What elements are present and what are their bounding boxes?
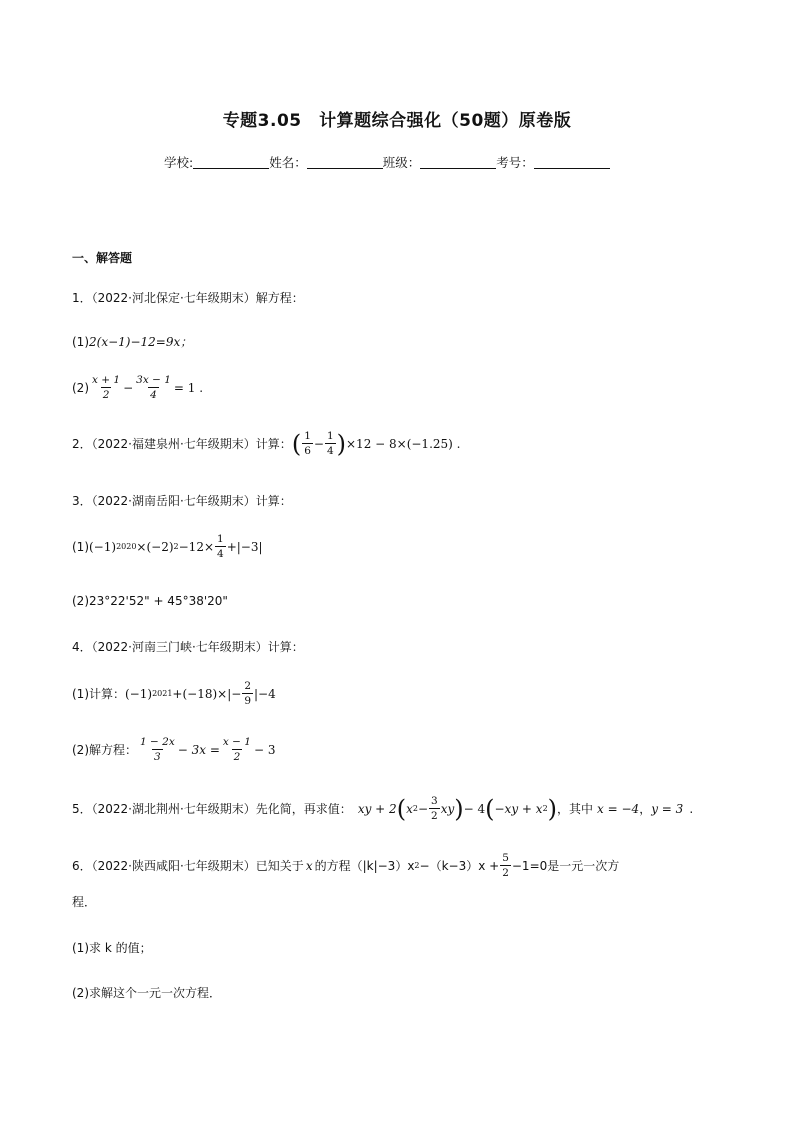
name-label: 姓名：	[269, 155, 307, 170]
numerator: 3x − 1	[136, 374, 171, 386]
numerator: 1	[304, 430, 311, 442]
question-6-stem: 6．（2022·陕西咸阳·七年级期末）已知关于	[72, 859, 304, 873]
numerator: 3	[431, 795, 438, 807]
denominator: 2	[431, 810, 438, 822]
numerator: 1	[326, 430, 334, 442]
question-6-part-2: (2)求解这个一元一次方程．	[72, 986, 221, 1000]
operator: −	[417, 801, 428, 816]
expr-term: − 3	[253, 742, 276, 757]
numerator: 2	[244, 680, 252, 692]
question-5-stem: 5．（2022·湖北荆州·七年级期末）先化简，再求值：	[72, 802, 352, 816]
question-1-part-1	[72, 333, 192, 350]
expr-term: −12×	[178, 539, 215, 554]
fraction	[500, 852, 511, 879]
period: .	[689, 801, 694, 816]
question-1-stem: 1．（2022·河北保定·七年级期末）解方程：	[72, 291, 304, 305]
info-fields-line	[164, 153, 610, 171]
denominator: 9	[244, 695, 252, 707]
section-heading: 一、解答题	[72, 251, 133, 265]
condition-text: ，其中	[557, 802, 594, 816]
numerator: 5	[502, 852, 509, 864]
x-value: x = −4	[597, 801, 640, 816]
denominator: 2	[233, 751, 241, 763]
class-blank[interactable]	[420, 156, 496, 169]
question-4-stem: 4．（2022·河南三门峡·七年级期末）计算：	[72, 640, 304, 654]
question-3-part-1	[72, 533, 263, 560]
right-paren: )	[547, 794, 558, 823]
expression-rest: ×12 − 8×(−1.25) .	[346, 436, 461, 451]
y-value: y = 3	[651, 801, 684, 816]
fraction	[215, 533, 226, 560]
fraction	[429, 795, 440, 822]
name-blank[interactable]	[307, 156, 383, 169]
expr-term: |−4	[254, 686, 276, 701]
question-5	[72, 795, 693, 822]
left-paren: (	[485, 794, 495, 823]
question-6-line-1	[72, 852, 619, 879]
part-label: (1)计算：	[72, 687, 125, 701]
exponent: 2020	[116, 542, 137, 551]
expr-term: − 3x =	[177, 742, 220, 757]
left-paren: (	[396, 794, 407, 823]
operator: −	[313, 436, 324, 451]
numerator: x − 1	[222, 736, 251, 748]
denominator: 4	[150, 389, 157, 401]
exam-number-blank[interactable]	[534, 156, 610, 169]
equation: 2(x−1)−12=9x；	[89, 335, 193, 349]
exponent: 2	[412, 804, 418, 813]
denominator: 6	[304, 445, 311, 457]
part-label: (1)	[72, 539, 89, 554]
question-2	[72, 430, 460, 457]
question-4-part-2	[72, 736, 276, 763]
expr-term: −xy + x	[494, 801, 543, 816]
part-label: (2)	[72, 380, 89, 395]
school-blank[interactable]	[193, 156, 269, 169]
right-paren: )	[454, 794, 464, 823]
question-3-stem: 3．（2022·湖南岳阳·七年级期末）计算：	[72, 494, 292, 508]
fraction	[221, 736, 253, 763]
question-4-part-1	[72, 680, 276, 707]
fraction	[90, 374, 122, 401]
equation-part: −1=0是一元一次方	[511, 859, 620, 873]
equation-rhs: = 1 .	[173, 380, 204, 395]
numerator: 1 − 2x	[140, 736, 175, 748]
denominator: 2	[502, 867, 509, 879]
denominator: 4	[217, 548, 224, 560]
question-6-line-2: 程．	[72, 895, 97, 909]
exponent: 2	[414, 861, 420, 870]
left-paren: (	[291, 429, 302, 458]
variable: x	[305, 858, 313, 873]
expr-term: xy	[440, 801, 455, 816]
class-label: 班级：	[382, 155, 421, 170]
fraction	[242, 680, 253, 707]
numerator: 1	[217, 533, 224, 545]
expr-term: xy + 2	[357, 801, 397, 816]
fraction	[302, 430, 313, 457]
fraction	[325, 430, 336, 457]
expr-term: x	[406, 801, 413, 816]
exponent: 2	[173, 542, 179, 551]
exam-number-label: 考号：	[496, 155, 534, 170]
operator: −	[123, 380, 134, 395]
school-label: 学校:	[164, 155, 194, 170]
page-title: 专题3.05 计算题综合强化（50题）原卷版	[222, 111, 572, 131]
numerator: x + 1	[92, 374, 121, 386]
equation-part: −（k−3）x +	[419, 859, 500, 873]
expr-term: +(−18)×|−	[172, 686, 242, 701]
question-3-part-2: (2)23°22'52" + 45°38'20"	[72, 594, 228, 608]
exponent: 2	[542, 804, 548, 813]
part-label: (2)解方程：	[72, 743, 137, 757]
question-2-stem: 2．（2022·福建泉州·七年级期末）计算：	[72, 437, 292, 451]
right-paren: )	[336, 429, 346, 458]
fraction	[134, 374, 173, 401]
part-label: (1)	[72, 335, 89, 349]
expr-term: ×(−2)	[136, 539, 174, 554]
denominator: 3	[154, 751, 161, 763]
exponent: 2021	[152, 689, 173, 698]
expr-term: (−1)	[125, 686, 153, 701]
question-1-part-2	[72, 374, 203, 401]
expr-term: +|−3|	[226, 539, 263, 554]
question-6-part-1: (1)求 k 的值；	[72, 941, 152, 955]
equation-part: 的方程（|k|−3）x	[314, 859, 415, 873]
denominator: 4	[326, 445, 334, 457]
separator: ，	[639, 802, 652, 816]
denominator: 2	[102, 389, 110, 401]
expr-term: (−1)	[89, 539, 117, 554]
expr-term: − 4	[463, 801, 486, 816]
fraction	[138, 736, 177, 763]
